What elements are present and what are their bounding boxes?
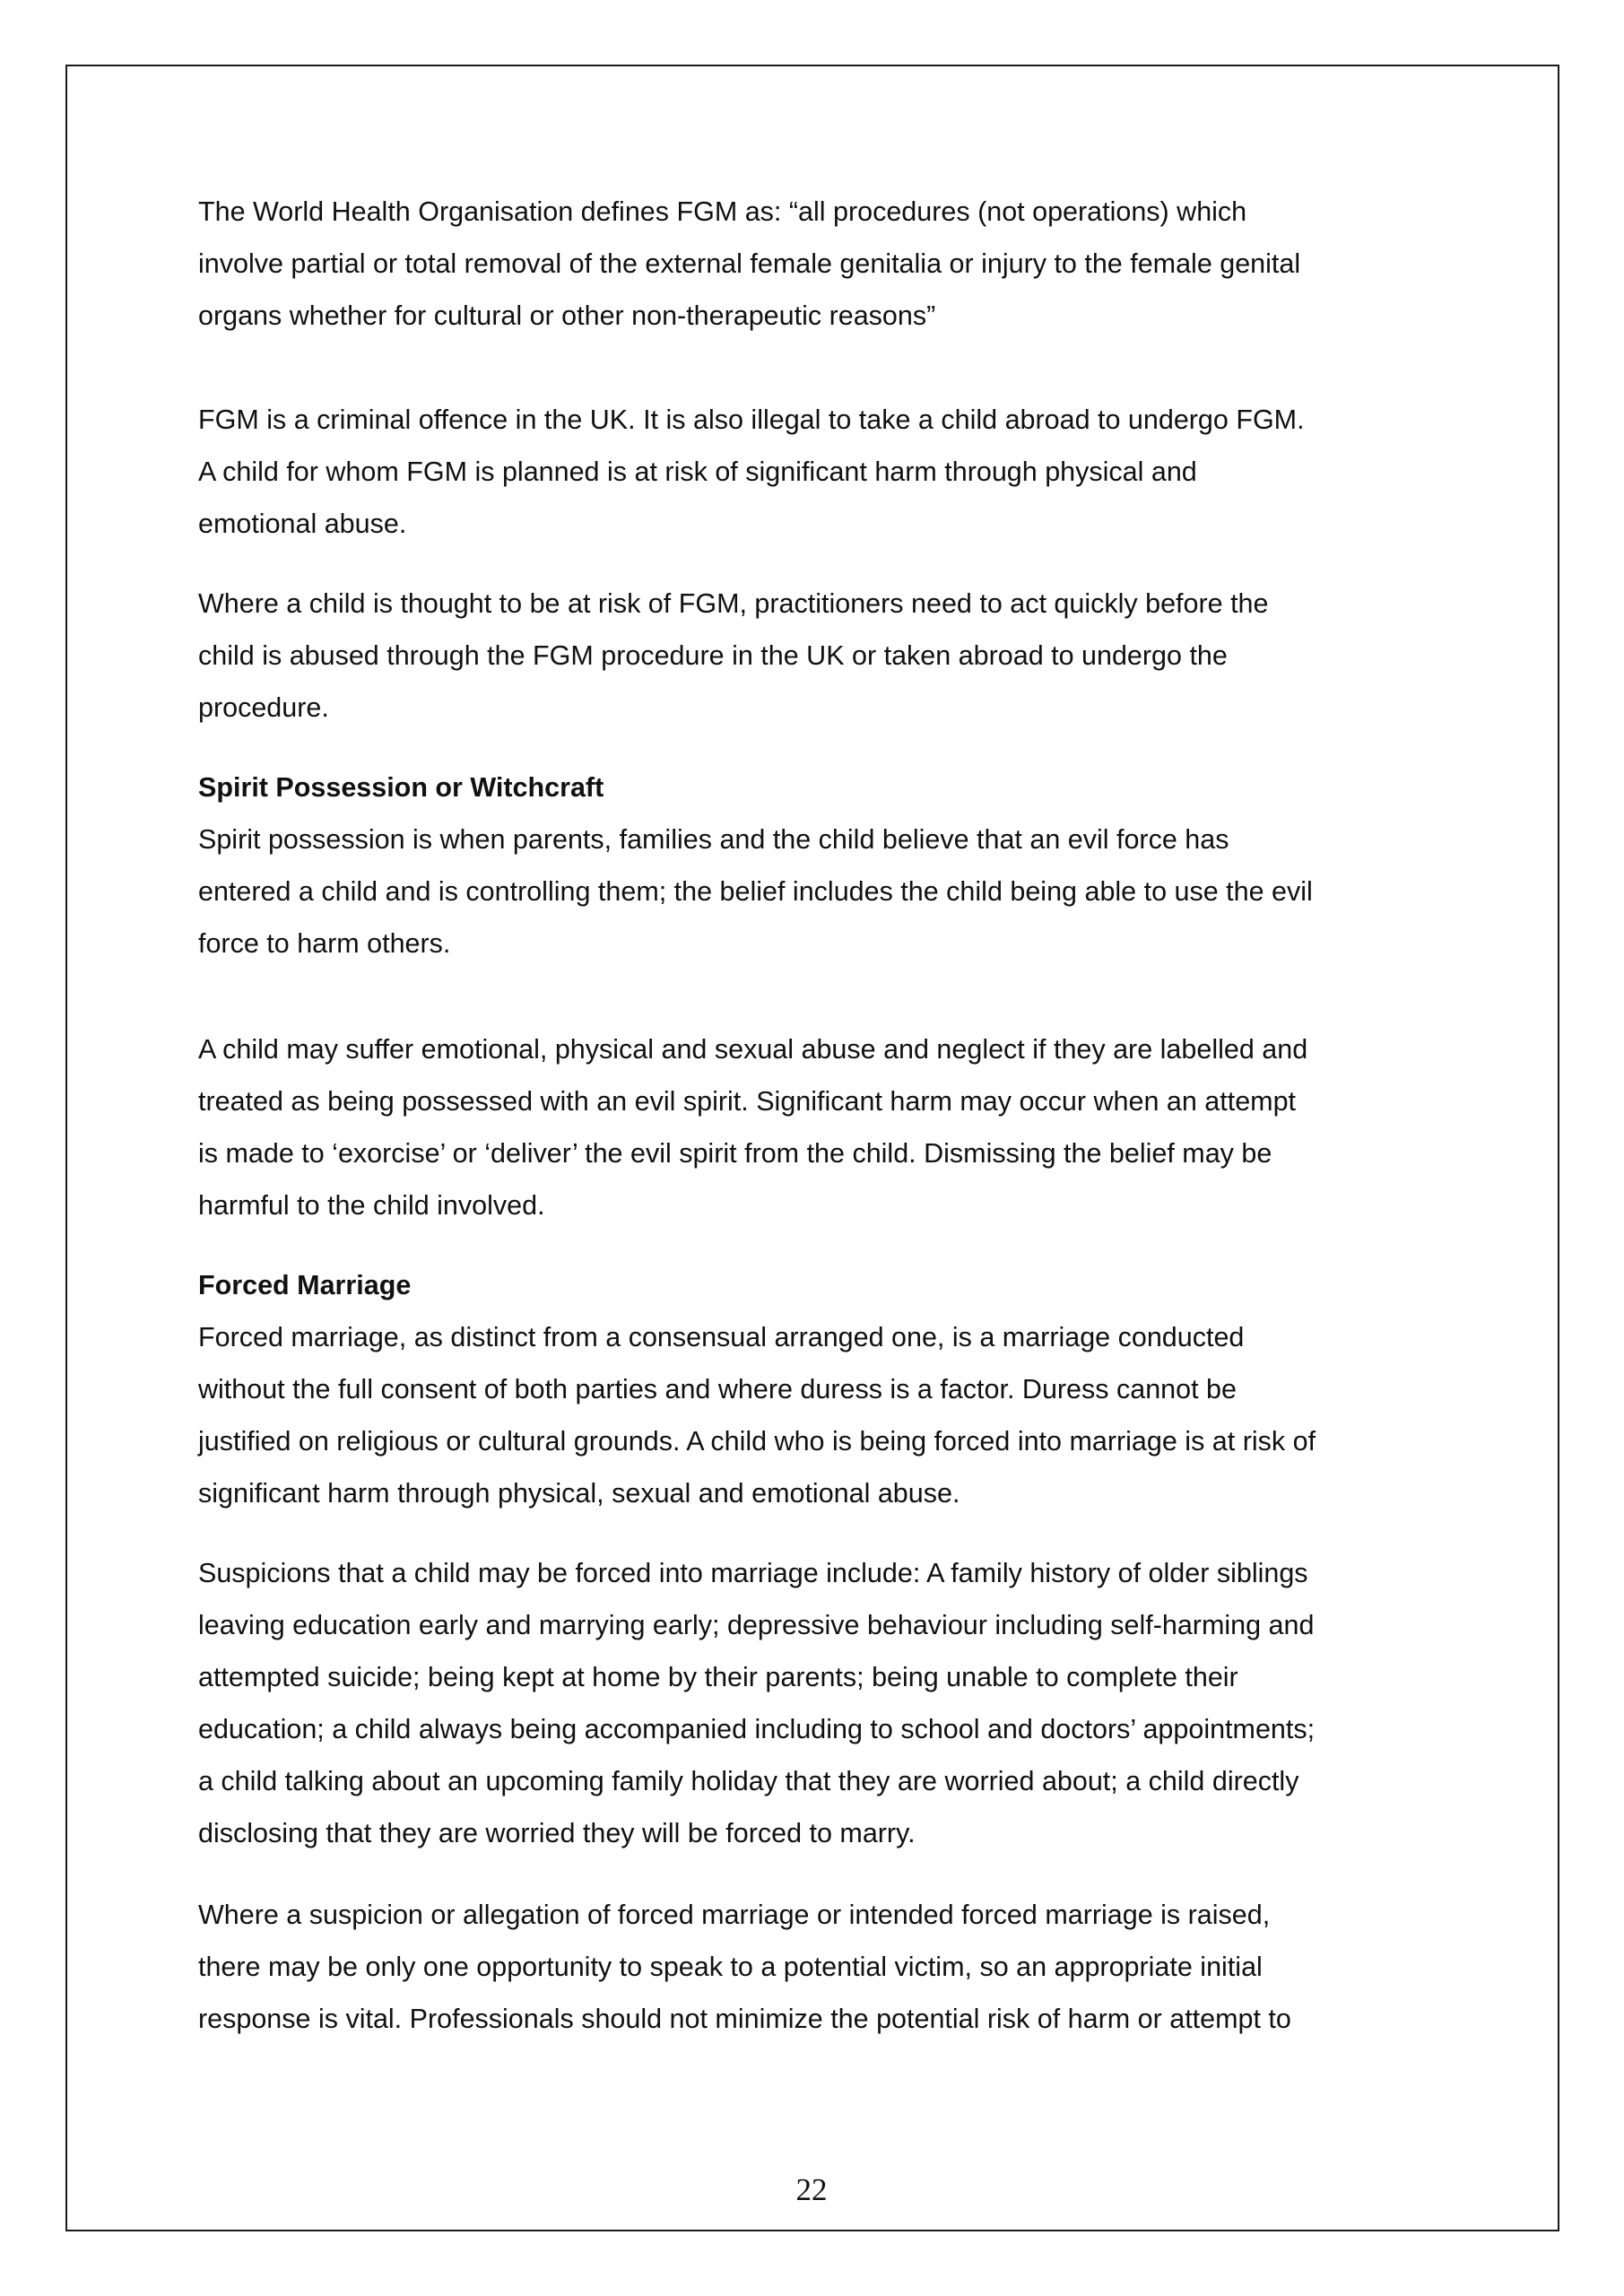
- text-line: entered a child and is controlling them; the belief includes the child being able to use the evil: [198, 876, 1313, 907]
- text-line: FGM is a criminal offence in the UK. It is also illegal to take a child abroad to undergo FGM.: [198, 404, 1305, 435]
- text-line: A child may suffer emotional, physical and sexual abuse and neglect if they are labelled and: [198, 1034, 1308, 1065]
- text-line: child is abused through the FGM procedure in the UK or taken abroad to undergo the: [198, 640, 1228, 671]
- text-line: treated as being possessed with an evil spirit. Significant harm may occur when an attempt: [198, 1086, 1297, 1117]
- text-line: justified on religious or cultural grounds. A child who is being forced into marriage is at risk of: [198, 1426, 1316, 1457]
- section-heading-spirit-possession: Spirit Possession or Witchcraft: [198, 772, 604, 803]
- text-line: A child for whom FGM is planned is at risk of significant harm through physical and: [198, 457, 1197, 487]
- text-line: significant harm through physical, sexual and emotional abuse.: [198, 1478, 960, 1509]
- text-line: Spirit possession is when parents, families and the child believe that an evil force has: [198, 824, 1229, 855]
- section-heading-forced-marriage: Forced Marriage: [198, 1270, 412, 1300]
- text-line: The World Health Organisation defines FGM as: “all procedures (not operations) which: [198, 196, 1247, 227]
- text-line: force to harm others.: [198, 928, 451, 959]
- text-line: Where a child is thought to be at risk of FGM, practitioners need to act quickly before the: [198, 588, 1269, 619]
- text-line: harmful to the child involved.: [198, 1190, 545, 1221]
- text-line: Where a suspicion or allegation of forced marriage or intended forced marriage is raised,: [198, 1900, 1271, 1930]
- text-line: is made to ‘exorcise’ or ‘deliver’ the evil spirit from the child. Dismissing the belief may be: [198, 1138, 1272, 1169]
- text-line: a child talking about an upcoming family holiday that they are worried about; a child directly: [198, 1766, 1299, 1796]
- text-line: Forced marriage, as distinct from a consensual arranged one, is a marriage conducted: [198, 1322, 1245, 1352]
- text-line: attempted suicide; being kept at home by their parents; being unable to complete their: [198, 1662, 1238, 1692]
- text-line: organs whether for cultural or other non-therapeutic reasons”: [198, 300, 936, 331]
- text-line: there may be only one opportunity to speak to a potential victim, so an appropriate initial: [198, 1952, 1263, 1982]
- text-line: involve partial or total removal of the external female genitalia or injury to the female genital: [198, 248, 1301, 279]
- text-line: leaving education early and marrying early; depressive behaviour including self-harming and: [198, 1610, 1315, 1640]
- text-line: education; a child always being accompanied including to school and doctors’ appointments;: [198, 1714, 1316, 1744]
- text-line: procedure.: [198, 692, 329, 723]
- text-line: emotional abuse.: [198, 509, 407, 539]
- text-line: response is vital. Professionals should not minimize the potential risk of harm or attempt to: [198, 2004, 1291, 2034]
- text-line: disclosing that they are worried they will be forced to marry.: [198, 1818, 916, 1848]
- page-number: 22: [795, 2172, 828, 2207]
- text-line: Suspicions that a child may be forced into marriage include: A family history of older siblings: [198, 1558, 1308, 1588]
- text-line: without the full consent of both parties and where duress is a factor. Duress cannot be: [198, 1374, 1237, 1405]
